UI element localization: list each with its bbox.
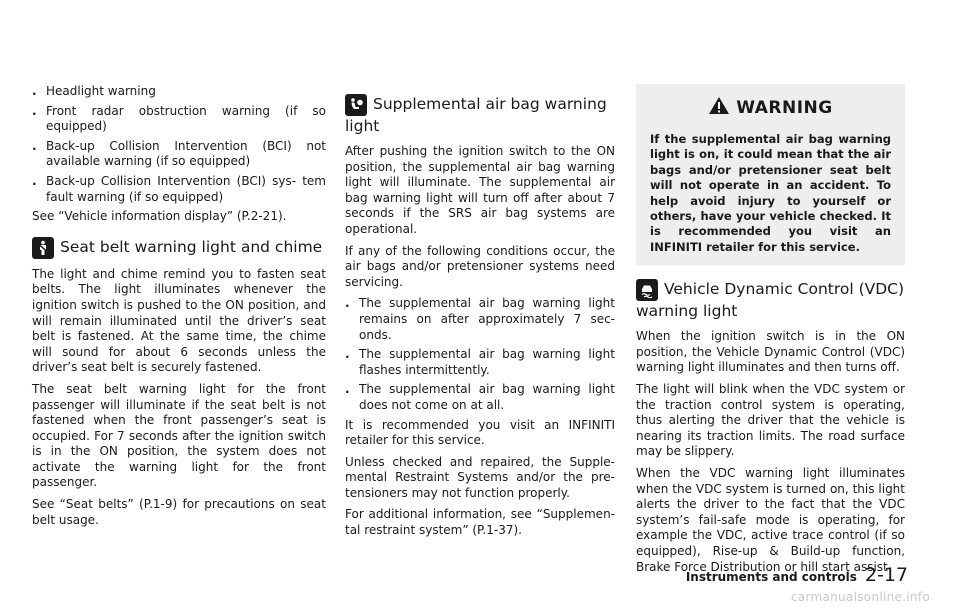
list-item: . The supplemental air bag warning light remains on after approximately 7 sec- onds.: [345, 296, 615, 342]
seatbelt-warning-icon: [32, 237, 54, 259]
airbag-paragraph: For additional information, see “Supplemen- tal restraint system” (P.1-37).: [345, 507, 615, 538]
column-right: [636, 84, 905, 581]
list-item: . The supplemental air bag warning light does not come on at all.: [345, 382, 615, 412]
column-left: [32, 84, 326, 534]
list-item: . Front radar obstruction warning (if so equipped): [32, 103, 326, 134]
vdc-paragraph: The light will blink when the VDC system or the traction control system is operating, thus alerting the driver that the vehicle is nearing its traction limits. The road surface may be slippery.: [636, 382, 905, 459]
see-reference: See “Vehicle information display” (P.2-21).: [32, 209, 287, 224]
section-title: Instruments and controls: [685, 570, 857, 584]
airbag-warning-icon: [345, 94, 367, 116]
list-item: . The supplemental air bag warning light flashes intermittently.: [345, 347, 615, 377]
airbag-heading: Supplemental air bag warning light: [345, 95, 607, 135]
page-footer: [686, 564, 908, 586]
warning-box: [636, 84, 905, 265]
list-item: . Back-up Collision Intervention (BCI) sys- tem fault warning (if so equipped): [32, 173, 326, 204]
airbag-condition-list: [345, 296, 615, 413]
page-number: 2-17: [864, 564, 908, 586]
list-item: . Headlight warning: [32, 84, 156, 98]
airbag-paragraph: If any of the following conditions occur, the air bags and/or pretensioner systems need servicing.: [345, 243, 615, 289]
airbag-paragraph: It is recommended you visit an INFINITI retailer for this service.: [345, 417, 615, 448]
vdc-heading: Vehicle Dynamic Control (VDC) warning light: [636, 280, 905, 321]
seatbelt-paragraph: See “Seat belts” (P.1-9) for precautions on seat belt usage.: [32, 497, 326, 527]
warning-triangle-icon: [708, 96, 730, 120]
airbag-paragraph: Unless checked and repaired, the Supple- mental Restraint Systems and/or the pre- tensioners may not function properly.: [345, 454, 615, 500]
column-middle: [345, 84, 615, 545]
vdc-paragraph: When the VDC warning light illuminates when the VDC system is turned on, this light alerts the driver to the fact that the VDC system’s fail-safe mode is operating, for example the VDC, active trace control (if so equipped), Rise-up & Build-up function, Brake Force Distribution or hill start assist: [636, 466, 905, 574]
warning-text: If the supplemental air bag warning light is on, it could mean that the air bags and/or pretensioner seat belt will not operate in an accident. To help avoid injury to yourself or others, have your vehicle checked. It is recommended you visit an INFINITI retailer for this service.: [650, 132, 891, 254]
warning-list: [32, 84, 326, 205]
seatbelt-paragraph: The light and chime remind you to fasten seat belts. The light illuminates whenever the ignition switch is pushed to the ON position, and will remain illuminated until the driver’s seat belt is fastened. At the same time, the chime will sound for about 6 seconds unless the driver’s seat belt is securely fastened.: [32, 266, 326, 375]
airbag-paragraph: After pushing the ignition switch to the ON position, the supplemental air bag warning light will illuminate. The supplemental air bag warning light will turn off after about 7 seconds if the SRS air bag systems are operational.: [345, 144, 615, 236]
seatbelt-heading: Seat belt warning light and chime: [32, 237, 326, 259]
list-item: . Back-up Collision Intervention (BCI) not available warning (if so equipped): [32, 138, 326, 169]
vdc-paragraph: When the ignition switch is in the ON position, the Vehicle Dynamic Control (VDC) warning light illuminates and then turns off.: [636, 329, 905, 375]
seatbelt-paragraph: The seat belt warning light for the front passenger will illuminate if the seat belt is not fastened when the front passenger’s seat is occupied. For 7 seconds after the ignition switch is in the ON position, the system does not activate the warning light for the front passenger.: [32, 381, 326, 490]
watermark: carmanualsonline.info: [790, 590, 930, 604]
warning-title: WARNING: [650, 96, 891, 120]
vdc-skid-car-icon: [636, 279, 658, 301]
